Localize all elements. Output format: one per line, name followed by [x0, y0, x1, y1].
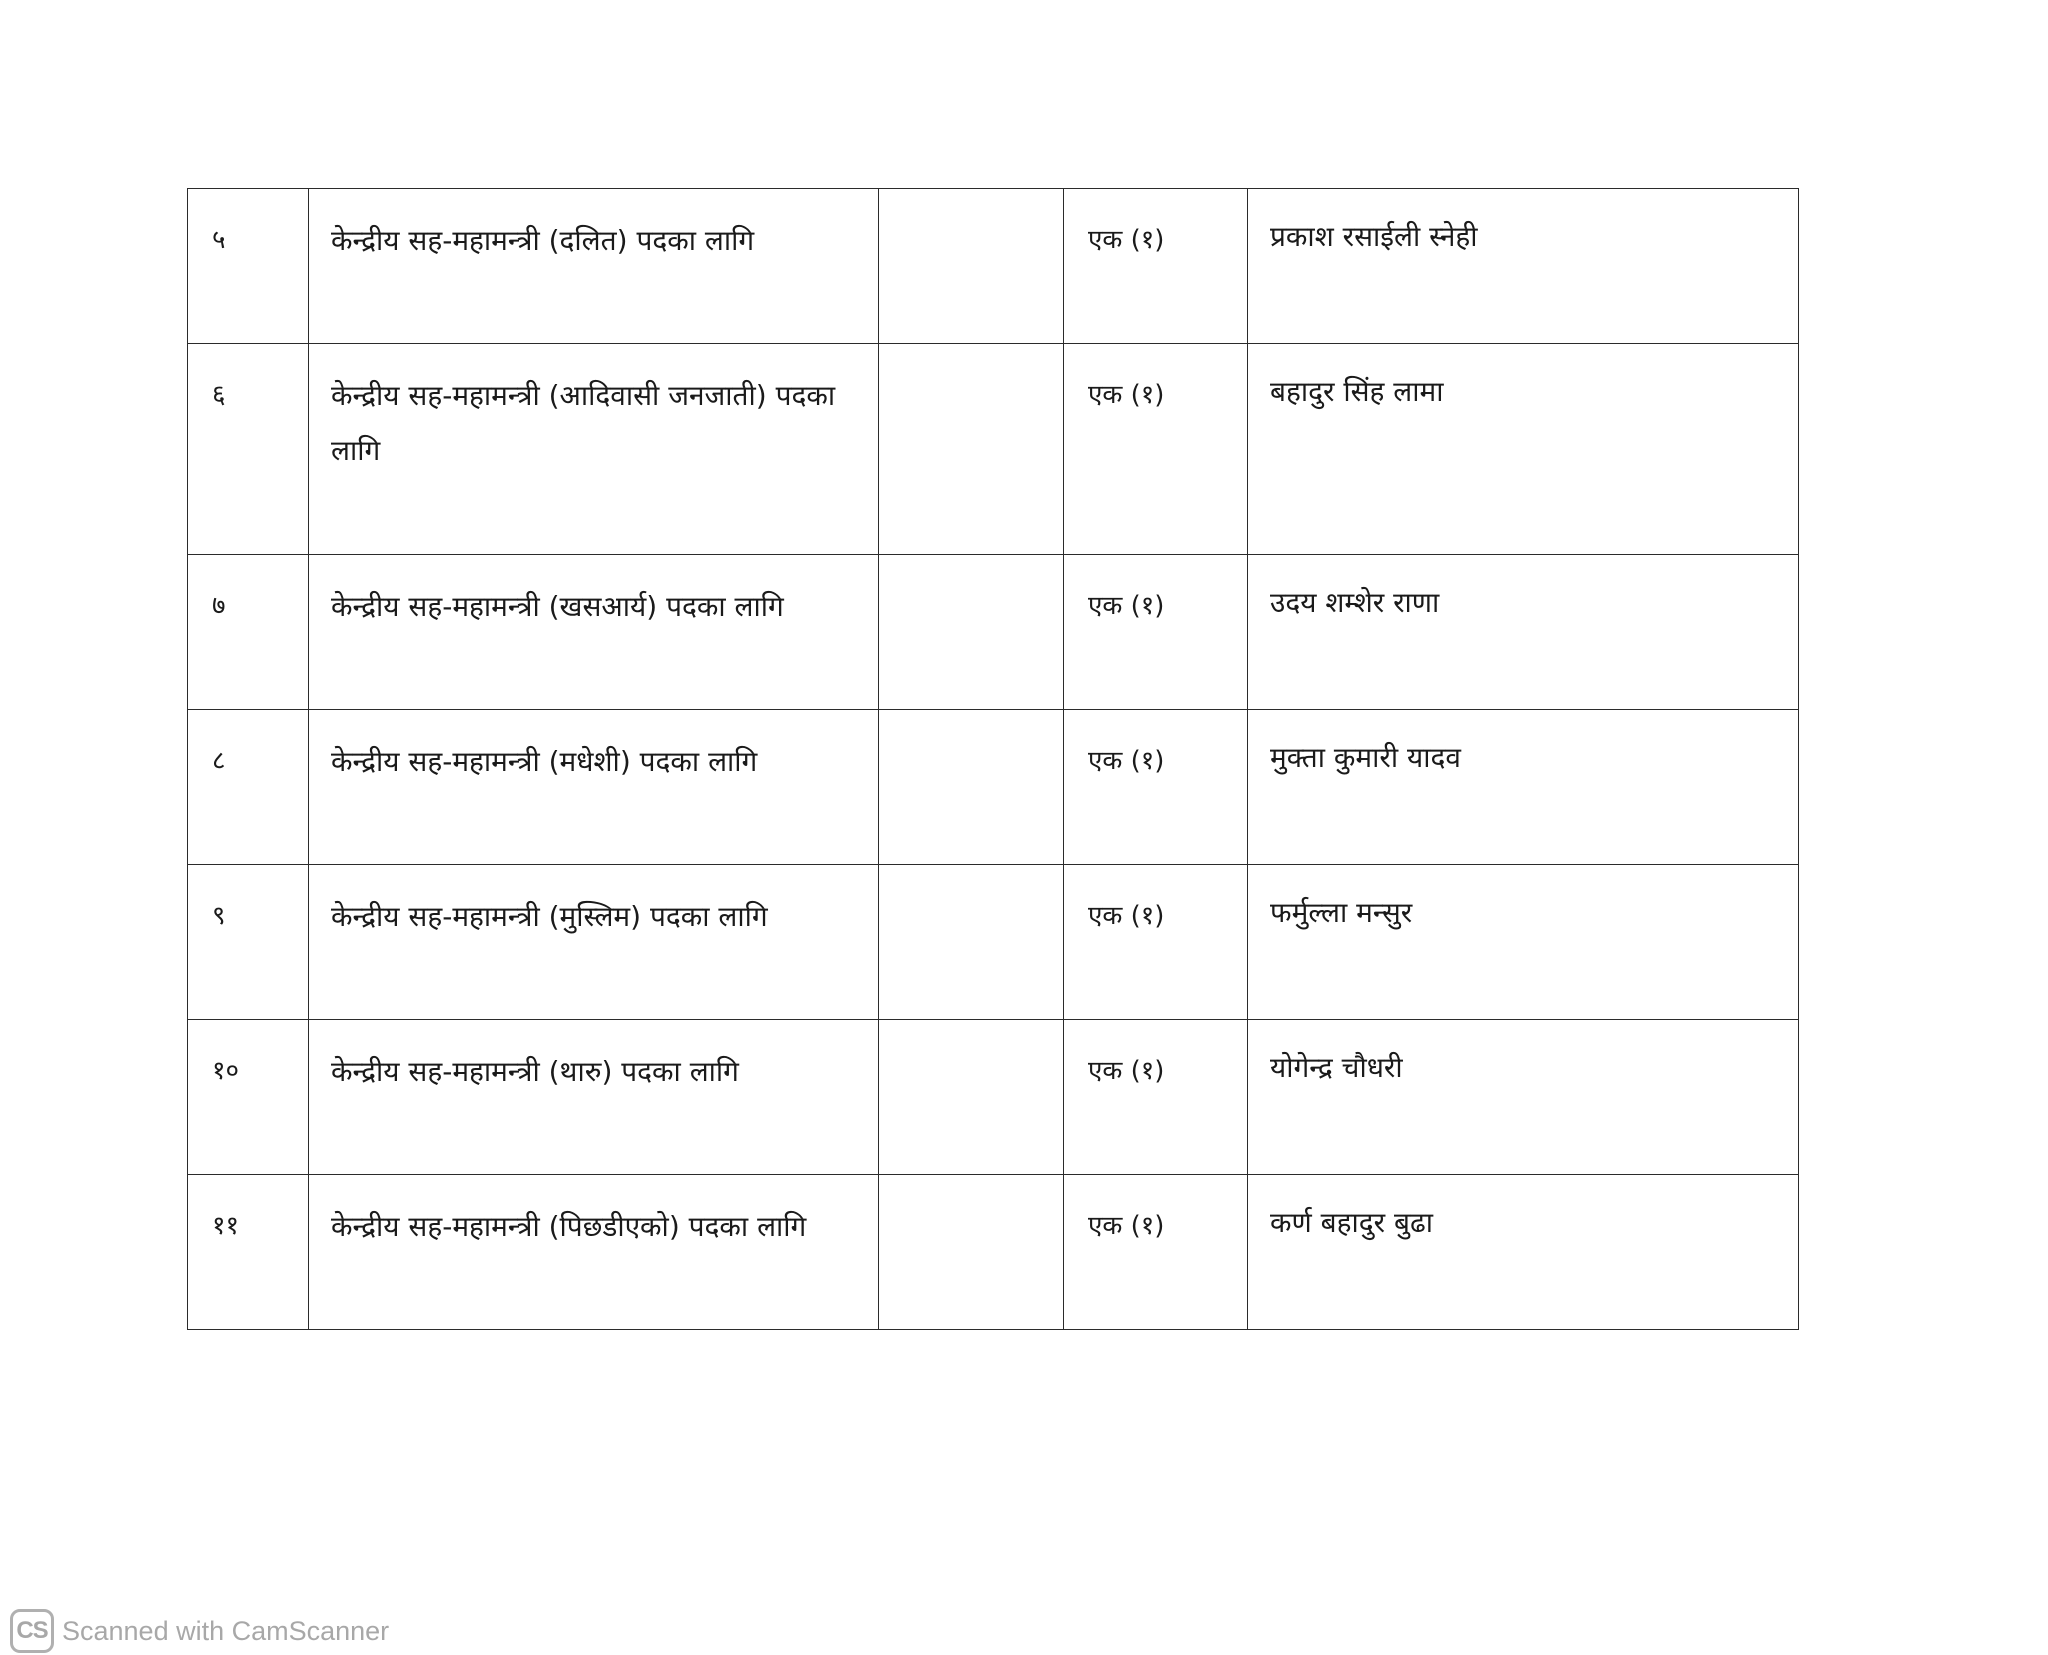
table-row	[188, 1175, 1799, 1330]
post-title: केन्द्रीय सह-महामन्त्री (दलित) पदका लागि	[309, 189, 879, 344]
serial-number: ८	[188, 710, 309, 865]
table-row	[188, 1020, 1799, 1175]
seat-count: एक (१)	[1064, 865, 1248, 1020]
table-row	[188, 344, 1799, 555]
candidate-name: योगेन्द्र चौधरी	[1248, 1020, 1799, 1175]
post-title: केन्द्रीय सह-महामन्त्री (मुस्लिम) पदका लागि	[309, 865, 879, 1020]
camscanner-logo-icon: CS	[10, 1609, 54, 1653]
blank-cell	[879, 344, 1064, 555]
table-row	[188, 865, 1799, 1020]
blank-cell	[879, 710, 1064, 865]
candidate-name: कर्ण बहादुर बुढा	[1248, 1175, 1799, 1330]
serial-number: ९	[188, 865, 309, 1020]
candidate-name: प्रकाश रसाईली स्नेही	[1248, 189, 1799, 344]
nomination-table	[187, 188, 1799, 1330]
blank-cell	[879, 865, 1064, 1020]
table-row	[188, 189, 1799, 344]
seat-count: एक (१)	[1064, 1175, 1248, 1330]
serial-number: १०	[188, 1020, 309, 1175]
watermark-text: Scanned with CamScanner	[62, 1615, 390, 1646]
post-title: केन्द्रीय सह-महामन्त्री (आदिवासी जनजाती) पदका लागि	[309, 344, 879, 555]
candidate-name: बहादुर सिंह लामा	[1248, 344, 1799, 555]
seat-count: एक (१)	[1064, 710, 1248, 865]
serial-number: ५	[188, 189, 309, 344]
post-title: केन्द्रीय सह-महामन्त्री (मधेशी) पदका लागि	[309, 710, 879, 865]
post-title: केन्द्रीय सह-महामन्त्री (पिछडीएको) पदका लागि	[309, 1175, 879, 1330]
table-row	[188, 710, 1799, 865]
seat-count: एक (१)	[1064, 1020, 1248, 1175]
seat-count: एक (१)	[1064, 189, 1248, 344]
serial-number: ६	[188, 344, 309, 555]
blank-cell	[879, 555, 1064, 710]
blank-cell	[879, 1175, 1064, 1330]
candidate-name: उदय शम्शेर राणा	[1248, 555, 1799, 710]
blank-cell	[879, 1020, 1064, 1175]
table-row	[188, 555, 1799, 710]
seat-count: एक (१)	[1064, 344, 1248, 555]
post-title: केन्द्रीय सह-महामन्त्री (थारु) पदका लागि	[309, 1020, 879, 1175]
serial-number: ११	[188, 1175, 309, 1330]
candidate-name: फर्मुल्ला मन्सुर	[1248, 865, 1799, 1020]
post-title: केन्द्रीय सह-महामन्त्री (खसआर्य) पदका लागि	[309, 555, 879, 710]
candidate-name: मुक्ता कुमारी यादव	[1248, 710, 1799, 865]
seat-count: एक (१)	[1064, 555, 1248, 710]
blank-cell	[879, 189, 1064, 344]
serial-number: ७	[188, 555, 309, 710]
camscanner-watermark	[10, 1607, 389, 1655]
